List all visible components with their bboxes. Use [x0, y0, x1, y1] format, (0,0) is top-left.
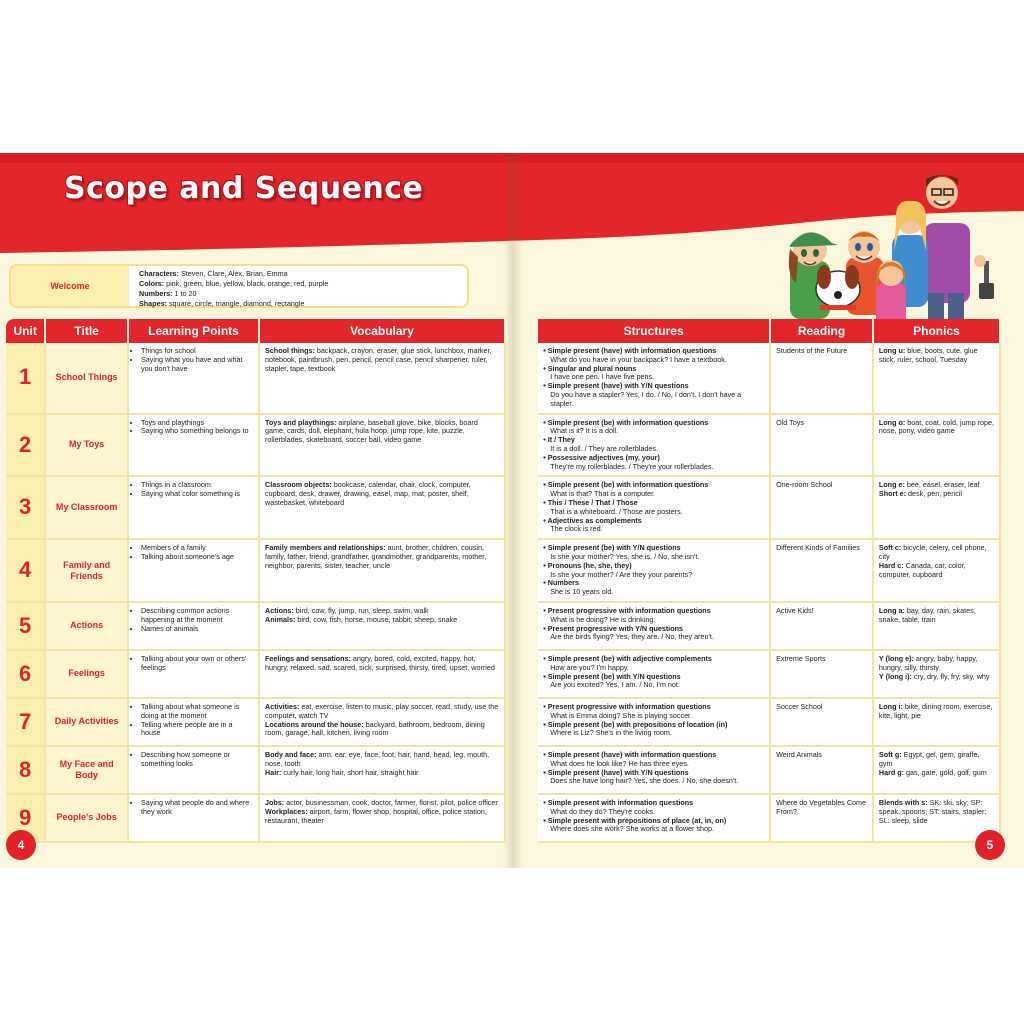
phonics-sound: Soft g: [878, 749, 902, 759]
phonics-entry [879, 769, 994, 778]
learning-points-list [134, 799, 253, 817]
vocabulary-words: aunt, brother, children, cousin, family, father, friend, grandfather, grandmother, grandparents, mother, neighbor, parents, sister, teacher, uncle [265, 543, 487, 570]
welcome-box [9, 264, 469, 308]
learning-points-list [134, 703, 253, 738]
vocabulary-category: Toys and playthings: [265, 417, 337, 427]
unit-title: My Classroom [46, 477, 129, 540]
learning-point: • Talking about your own or others' feelings [141, 655, 253, 673]
unit-number: 2 [6, 415, 46, 478]
structure-heading: • Simple present (have) with Y/N questions [543, 381, 689, 391]
vocabulary-category: Feelings and sensations: [265, 653, 351, 663]
vocabulary-entry [265, 808, 499, 826]
learning-points-cell [129, 795, 260, 843]
vocabulary-words: backpack, crayon, eraser, glue stick, lunchbox, marker, notebook, paintbrush, pen, pencil, pencil case, pencil sharpener, ruler, stapler, tape, textbook [265, 346, 492, 373]
table-row [6, 603, 1001, 651]
header-learning-points: Learning Points [129, 319, 260, 343]
learning-point: • Telling where people are in a house [141, 721, 253, 739]
phonics-entry [879, 673, 994, 682]
vocabulary-words: angry, bored, cold, excited, happy, hot, hungry, relaxed, sad, scared, sick, surprised, thirsty, tired, upset, worried [265, 653, 495, 672]
table-row [6, 699, 1001, 747]
vocabulary-words: bird, cow, fly, jump, run, sleep, swim, walk [293, 605, 429, 615]
learning-point: • Describing common actions happening at the moment [141, 607, 253, 625]
structure-heading: • Singular and plural nouns [543, 363, 637, 373]
phonics-cell [874, 603, 1001, 651]
gutter-gap [506, 540, 538, 603]
colors-value: pink, green, blue, yellow, black, orange, red, purple [164, 279, 329, 288]
colors-label: Colors: [139, 279, 165, 288]
structure-example: Are you excited? Yes, I am. / No, I'm not. [550, 680, 680, 690]
vocabulary-entry [265, 655, 499, 673]
reading-cell: One-room School [771, 477, 874, 540]
phonics-sound: Soft c: [878, 543, 902, 553]
table-row [6, 747, 1001, 795]
phonics-sound: Long o: [878, 417, 906, 427]
structure-example: Does she have long hair? Yes, she does. / No, she doesn't. [550, 776, 739, 786]
phonics-entry [879, 607, 994, 625]
structure-example: The clock is red. [550, 524, 603, 534]
structure-heading: • Present progressive with Y/N questions [543, 623, 684, 633]
unit-number: 1 [6, 343, 46, 415]
unit-number: 8 [6, 747, 46, 795]
welcome-text [139, 269, 328, 309]
structure-example: Where is Liz? She's in the living room. [550, 728, 672, 738]
structure-example: Are the birds flying? Yes, they are. / No, they aren't. [550, 632, 714, 642]
vocabulary-words: bird, cow, fish, horse, mouse, rabbit, sheep, snake [295, 614, 458, 624]
phonics-entry [879, 799, 994, 825]
structure-heading: • It / They [543, 435, 575, 445]
vocabulary-cell [260, 415, 506, 478]
gutter-gap [506, 795, 538, 843]
gutter-gap [506, 603, 538, 651]
phonics-words: bicycle, celery, cell phone, city [878, 543, 987, 561]
phonics-entry [879, 751, 994, 769]
learning-points-cell [129, 540, 260, 603]
unit-title: School Things [46, 343, 129, 415]
phonics-entry [879, 655, 994, 673]
phonics-sound: Long u: [878, 346, 906, 355]
learning-point: • Names of animals [141, 625, 253, 634]
phonics-entry [879, 419, 994, 437]
learning-points-list [134, 419, 253, 437]
structure-example: Is she your mother? / Are they your parents? [550, 569, 693, 579]
vocabulary-entry [265, 769, 499, 778]
vocabulary-entry [265, 347, 499, 373]
structures-cell [538, 477, 771, 540]
unit-title: My Face and Body [46, 747, 129, 795]
structure-heading: • Simple present (have) with information questions [543, 346, 717, 355]
table-row [6, 651, 1001, 699]
book-spread [0, 153, 1024, 868]
phonics-words: SK: ski, sky; SP: speak, spoons; ST: stairs, stapler; SL: sleep, slide [878, 797, 987, 825]
structures-cell [538, 747, 771, 795]
structure-example: Is she your mother? Yes, she is. / No, she isn't. [550, 551, 700, 561]
unit-number: 6 [6, 651, 46, 699]
structures-cell [538, 699, 771, 747]
gutter-gap [506, 699, 538, 747]
unit-number: 4 [6, 540, 46, 603]
characters-value: Steven, Clare, Alex, Brian, Emma [178, 269, 288, 278]
structures-cell [538, 651, 771, 699]
learning-point: • Talking about what someone is doing at the moment [141, 703, 253, 721]
phonics-words: cry, dry, fly, fry, sky, why [911, 671, 990, 681]
gutter-gap [506, 747, 538, 795]
vocabulary-words: curly hair, long hair, short hair, straight hair [281, 767, 419, 777]
reading-cell: Extreme Sports [771, 651, 874, 699]
unit-title: People's Jobs [46, 795, 129, 843]
numbers-value: 1 to 20 [172, 289, 197, 298]
vocabulary-entry [265, 721, 499, 739]
structure-heading: • Simple present (be) with information questions [543, 480, 709, 490]
reading-cell: Old Toys [771, 415, 874, 478]
vocabulary-category: Workplaces: [265, 806, 308, 816]
phonics-entry [879, 490, 994, 499]
learning-points-list [134, 607, 253, 633]
phonics-entry [879, 347, 994, 365]
vocabulary-words: airport, farm, flower shop, hospital, office, police station, restaurant, theater [265, 806, 487, 825]
vocabulary-entry [265, 703, 499, 721]
vocabulary-cell [260, 699, 506, 747]
structure-example: What is Emma doing? She is playing soccer. [550, 710, 693, 720]
structure-heading: • Simple present (be) with information questions [543, 417, 709, 427]
vocabulary-cell [260, 747, 506, 795]
vocabulary-entry [265, 751, 499, 769]
structure-heading: • Simple present (be) with adjective complements [543, 653, 712, 663]
structure-example: Do you have a stapler? Yes, I do. / No, I don't. I don't have a stapler. [550, 389, 742, 408]
gutter-gap [506, 343, 538, 415]
vocabulary-entry [265, 419, 499, 445]
vocabulary-cell [260, 795, 506, 843]
vocabulary-category: Classroom objects: [265, 480, 332, 490]
structure-example: What is he doing? He is drinking. [550, 614, 656, 624]
structure-example: What does he look like? He has three eyes. [550, 758, 689, 768]
phonics-words: bike, dining room, exercise, kite, light, pie [878, 701, 993, 720]
phonics-sound: Long i: [878, 701, 903, 711]
phonics-words: bay, day, rain, skates, snake, table, train [878, 605, 976, 624]
structure-example: What is it? It is a doll. [550, 426, 619, 436]
header-unit: Unit [6, 319, 46, 343]
structure-heading: • This / These / That / Those [543, 497, 638, 507]
phonics-words: gas, gate, gold, golf, gum [904, 767, 987, 777]
vocabulary-cell [260, 651, 506, 699]
phonics-entry [879, 562, 994, 580]
characters-label: Characters: [139, 269, 179, 278]
unit-title: Family and Friends [46, 540, 129, 603]
phonics-words: Egypt, gel, gem, giraffe, gym [878, 749, 980, 768]
unit-title: Actions [46, 603, 129, 651]
structure-heading: • Simple present (have) with Y/N questions [543, 767, 689, 777]
phonics-sound: Hard c: [878, 560, 904, 570]
phonics-sound: Long a: [878, 605, 905, 615]
header-vocabulary: Vocabulary [260, 319, 506, 343]
learning-points-cell [129, 699, 260, 747]
unit-title: Feelings [46, 651, 129, 699]
structure-heading: • Possessive adjectives (my, your) [543, 452, 660, 462]
phonics-cell [874, 477, 1001, 540]
structure-heading: • Simple present (be) with Y/N questions [543, 543, 681, 553]
phonics-cell [874, 415, 1001, 478]
phonics-words: bee, easel, eraser, leaf [904, 480, 980, 490]
structure-heading: • Present progressive with information questions [543, 701, 711, 711]
vocabulary-cell [260, 540, 506, 603]
vocabulary-entry [265, 544, 499, 570]
structure-heading: • Simple present (be) with prepositions of location (in) [543, 719, 728, 729]
learning-point: • Things for school [141, 347, 253, 356]
family-illustration [776, 165, 1016, 327]
structure-example: What do you have in your backpack? I have a textbook. [550, 354, 727, 364]
vocabulary-category: Jobs: [265, 797, 285, 807]
phonics-cell [874, 699, 1001, 747]
reading-cell: Active Kids! [771, 603, 874, 651]
learning-point: • Saying who something belongs to [141, 427, 253, 436]
gutter-gap [506, 319, 538, 343]
learning-point: • Talking about someone's age [141, 553, 253, 562]
phonics-sound: Y (long e): [878, 653, 914, 663]
learning-points-list [134, 544, 253, 562]
learning-point: • Toys and playthings [141, 419, 253, 428]
learning-points-cell [129, 603, 260, 651]
header-structures: Structures [538, 319, 771, 343]
learning-points-cell [129, 477, 260, 540]
structure-example: How are you? I'm happy. [550, 662, 629, 672]
vocabulary-category: Body and face: [265, 749, 317, 759]
vocabulary-category: Actions: [265, 605, 294, 615]
structure-heading: • Numbers [543, 578, 579, 588]
phonics-words: angry, baby, happy, hungry, silly, thirsty [878, 653, 978, 672]
structure-heading: • Simple present with prepositions of place (at, in, on) [543, 815, 727, 825]
table-row [6, 795, 1001, 843]
structure-example: It is a doll. / They are rollerblades. [550, 443, 658, 453]
learning-point: • Members of a family [141, 544, 253, 553]
vocabulary-words: bookcase, calendar, chair, clock, computer, cupboard, desk, drawer, drawing, easel, map, mat, poster, shelf, wastebasket, whiteboard [265, 480, 471, 507]
table-row [6, 343, 1001, 415]
phonics-cell [874, 540, 1001, 603]
structures-cell [538, 343, 771, 415]
vocabulary-words: airplane, baseball glove, bike, blocks, board game, cards, doll, elephant, hula hoop, jump rope, kite, puzzle, rollerblades, skateboard, soccer ball, video game [265, 417, 478, 445]
learning-points-list [134, 347, 253, 373]
table-row [6, 540, 1001, 603]
unit-number: 7 [6, 699, 46, 747]
shapes-value: square, circle, triangle, diamond, rectangle [166, 299, 305, 308]
vocabulary-words: actor, businessman, cook, doctor, farmer, florist, pilot, police officer [284, 797, 498, 807]
reading-cell: Different Kinds of Families [771, 540, 874, 603]
unit-title: Daily Activities [46, 699, 129, 747]
structure-heading: • Pronouns (he, she, they) [543, 560, 632, 570]
learning-point: • Saying what color something is [141, 490, 253, 499]
vocabulary-words: eat, exercise, listen to music, play soccer, read, study, use the computer, watch TV [265, 701, 499, 720]
numbers-label: Numbers: [139, 289, 173, 298]
structures-cell [538, 603, 771, 651]
table-header-row [6, 319, 1001, 343]
unit-title: My Toys [46, 415, 129, 478]
structure-heading: • Simple present (have) with information questions [543, 749, 717, 759]
phonics-sound: Long e: [878, 480, 905, 490]
structure-heading: • Simple present (be) with Y/N questions [543, 671, 681, 681]
unit-number: 3 [6, 477, 46, 540]
phonics-words: blue, boots, cute, glue stick, ruler, school, Tuesday [878, 346, 978, 364]
vocabulary-cell [260, 603, 506, 651]
phonics-sound: Blends with s: [878, 797, 928, 807]
learning-points-list [134, 481, 253, 499]
structure-heading: • Present progressive with information questions [543, 605, 711, 615]
unit-number: 9 [6, 795, 46, 843]
learning-points-list [134, 655, 253, 673]
reading-cell: Weird Animals [771, 747, 874, 795]
reading-cell: Soccer School [771, 699, 874, 747]
phonics-sound: Y (long i): [878, 671, 912, 681]
vocabulary-category: Animals: [265, 614, 296, 624]
vocabulary-cell [260, 343, 506, 415]
unit-number: 5 [6, 603, 46, 651]
phonics-words: desk, pen, pencil [906, 489, 963, 499]
welcome-label: Welcome [11, 266, 129, 306]
shapes-label: Shapes: [139, 299, 167, 308]
structure-example: That is a whiteboard. / Those are posters. [550, 506, 683, 516]
vocabulary-category: Activities: [265, 701, 300, 711]
phonics-sound: Hard g: [878, 767, 905, 777]
phonics-sound: Short e: [878, 489, 907, 499]
vocabulary-category: School things: [265, 346, 315, 355]
structure-example: They're my rollerblades. / They're your rollerblades. [550, 461, 714, 471]
structure-example: Where does she work? She works at a flower shop. [550, 824, 715, 834]
phonics-entry [879, 544, 994, 562]
vocabulary-entry [265, 616, 499, 625]
header-reading: Reading [771, 319, 874, 343]
header-title: Title [46, 319, 129, 343]
table-row [6, 477, 1001, 540]
structure-heading: • Adjectives as complements [543, 515, 642, 525]
structure-example: What is that? That is a computer. [550, 489, 656, 499]
page-number-left: 4 [6, 830, 36, 860]
vocabulary-category: Locations around the house: [265, 719, 364, 729]
learning-points-cell [129, 651, 260, 699]
vocabulary-category: Family members and relationships: [265, 543, 386, 553]
page-title: Scope and Sequence [64, 171, 424, 206]
learning-points-list [134, 751, 253, 769]
phonics-cell [874, 343, 1001, 415]
header-phonics: Phonics [874, 319, 1001, 343]
structures-cell [538, 415, 771, 478]
structures-cell [538, 540, 771, 603]
structure-heading: • Simple present with information questions [543, 797, 694, 807]
structures-cell [538, 795, 771, 843]
vocabulary-entry [265, 481, 499, 507]
learning-points-cell [129, 747, 260, 795]
reading-cell: Students of the Future [771, 343, 874, 415]
gutter-gap [506, 477, 538, 540]
page-number-right: 5 [975, 830, 1005, 860]
structure-example: She is 10 years old. [550, 587, 614, 597]
phonics-words: boat, coat, cold, jump rope, nose, pony, video game [878, 417, 994, 436]
vocabulary-category: Hair: [265, 767, 282, 777]
learning-point: • Things in a classroom [141, 481, 253, 490]
learning-points-cell [129, 415, 260, 478]
gutter-gap [506, 651, 538, 699]
phonics-cell [874, 747, 1001, 795]
gutter-gap [506, 415, 538, 478]
phonics-words: Canada, car, color, computer, cupboard [878, 560, 966, 579]
vocabulary-words: backyard, bathroom, bedroom, dining room, garage, hall, kitchen, living room [265, 719, 485, 738]
vocabulary-cell [260, 477, 506, 540]
phonics-cell [874, 651, 1001, 699]
vocabulary-words: arm, ear, eye, face, foot, hair, hand, head, leg, mouth, nose, tooth [265, 749, 490, 768]
learning-point: • Saying what people do and where they work [141, 799, 253, 817]
reading-cell: Where do Vegetables Come From? [771, 795, 874, 843]
phonics-entry [879, 703, 994, 721]
learning-point: • Saying what you have and what you don't have [141, 356, 253, 374]
scope-table [6, 319, 1001, 843]
learning-points-cell [129, 343, 260, 415]
structure-example: I have one pen. I have five pens. [550, 372, 655, 382]
learning-point: • Describing how someone or something looks [141, 751, 253, 769]
table-row [6, 415, 1001, 478]
structure-example: What do they do? They're cooks. [550, 806, 655, 816]
